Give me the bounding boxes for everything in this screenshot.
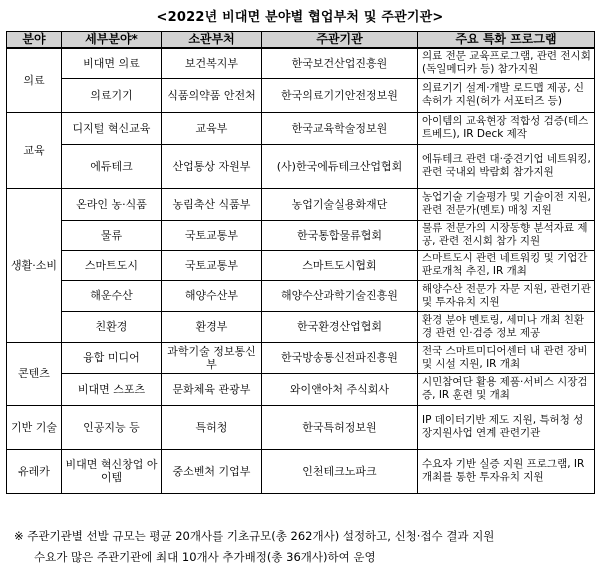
table-row: [7, 373, 595, 405]
program-cell: 농업기술 기술평가 및 기술이전 지원, 관련 전문가(멘토) 매칭 지원: [418, 188, 595, 220]
col-header-agency: 주관기관: [262, 32, 418, 49]
subfield-cell: 해운수산: [62, 280, 162, 311]
ministry-cell: 특허청: [162, 405, 262, 449]
subfield-cell: 스마트도시: [62, 250, 162, 280]
table-header-row: [7, 32, 595, 49]
agency-cell: 해양수산과학기술진흥원: [262, 280, 418, 311]
program-cell: 스마트도시 관련 네트워킹 및 기업간 판로개척 추진, IR 개최: [418, 250, 595, 280]
agency-cell: 한국특허정보원: [262, 405, 418, 449]
subfield-cell: 의료기기: [62, 78, 162, 112]
table-row: [7, 449, 595, 493]
program-cell: 의료 전문 교육프로그램, 관련 전시회(독일메디카 등) 참가지원: [418, 48, 595, 78]
footnote-line-2: 수요가 많은 주관기관에 최대 10개사 추가배정(총 36개사)하여 운영: [34, 550, 376, 564]
ministry-cell: 해양수산부: [162, 280, 262, 311]
field-cell: 콘텐츠: [7, 342, 62, 405]
table-row: [7, 112, 595, 144]
program-cell: 해양수산 전문가 자문 지원, 관련기관 및 투자유치 지원: [418, 280, 595, 311]
subfield-cell: 융합 미디어: [62, 342, 162, 373]
table-row: [7, 311, 595, 342]
field-cell: 기반 기술: [7, 405, 62, 449]
table-row: [7, 48, 595, 78]
subfield-cell: 인공지능 등: [62, 405, 162, 449]
table-row: [7, 188, 595, 220]
field-cell: 의료: [7, 48, 62, 112]
agency-cell: 인천테크노파크: [262, 449, 418, 493]
program-cell: 수요자 기반 실증 지원 프로그램, IR 개최를 통한 투자유치 지원: [418, 449, 595, 493]
ministry-cell: 교육부: [162, 112, 262, 144]
col-header-field: 분야: [7, 32, 62, 49]
subfield-cell: 디지털 혁신교육: [62, 112, 162, 144]
agency-cell: 스마트도시협회: [262, 250, 418, 280]
subfield-cell: 물류: [62, 220, 162, 250]
subfield-cell: 에듀테크: [62, 144, 162, 188]
subfield-cell: 온라인 농·식품: [62, 188, 162, 220]
ministry-cell: 문화체육 관광부: [162, 373, 262, 405]
subfield-cell: 비대면 의료: [62, 48, 162, 78]
col-header-subfield: 세부분야*: [62, 32, 162, 49]
ministry-cell: 국토교통부: [162, 250, 262, 280]
subfield-cell: 비대면 스포츠: [62, 373, 162, 405]
program-cell: 의료기기 설계·개발 로드맵 제공, 신속허가 지원(허가 서포터즈 등): [418, 78, 595, 112]
field-cell: 생활·소비: [7, 188, 62, 342]
agency-cell: (사)한국에듀테크산업협회: [262, 144, 418, 188]
footnote: [14, 526, 594, 568]
agency-cell: 한국통합물류협회: [262, 220, 418, 250]
agency-cell: 농업기술실용화재단: [262, 188, 418, 220]
ministry-cell: 과학기술 정보통신부: [162, 342, 262, 373]
program-cell: 에듀테크 관련 대·중견기업 네트워킹, 관련 국내외 박람회 참가지원: [418, 144, 595, 188]
table-row: [7, 78, 595, 112]
col-header-program: 주요 특화 프로그램: [418, 32, 595, 49]
table-row: [7, 342, 595, 373]
program-cell: 전국 스마트미디어센터 내 관련 장비 및 시설 지원, IR 개최: [418, 342, 595, 373]
agency-cell: 한국의료기기안전정보원: [262, 78, 418, 112]
ministry-cell: 식품의약품 안전처: [162, 78, 262, 112]
table-row: [7, 405, 595, 449]
partnership-table: [6, 31, 595, 494]
ministry-cell: 환경부: [162, 311, 262, 342]
field-cell: 유레카: [7, 449, 62, 493]
col-header-ministry: 소관부처: [162, 32, 262, 49]
ministry-cell: 국토교통부: [162, 220, 262, 250]
table-row: [7, 144, 595, 188]
program-cell: 시민참여단 활용 제품·서비스 시장검증, IR 훈련 및 개최: [418, 373, 595, 405]
ministry-cell: 산업통상 자원부: [162, 144, 262, 188]
ministry-cell: 농림축산 식품부: [162, 188, 262, 220]
program-cell: 환경 분야 멘토링, 세미나 개최 친환경 관련 인·검증 정보 제공: [418, 311, 595, 342]
agency-cell: 한국환경산업협회: [262, 311, 418, 342]
subfield-cell: 친환경: [62, 311, 162, 342]
document-title: <2022년 비대면 분야별 협업부처 및 주관기관>: [156, 10, 444, 25]
program-cell: IP 데이터기반 제도 지원, 특허청 성장지원사업 연계 관련기관: [418, 405, 595, 449]
agency-cell: 한국방송통신전파진흥원: [262, 342, 418, 373]
table-row: [7, 250, 595, 280]
agency-cell: 한국보건산업진흥원: [262, 48, 418, 78]
agency-cell: 와이앤아처 주식회사: [262, 373, 418, 405]
program-cell: 물류 전문가의 시장동향 분석자료 제공, 관련 전시회 참가 지원: [418, 220, 595, 250]
ministry-cell: 중소벤처 기업부: [162, 449, 262, 493]
ministry-cell: 보건복지부: [162, 48, 262, 78]
table-row: [7, 220, 595, 250]
program-cell: 아이템의 교육현장 적합성 검증(테스트베드), IR Deck 제작: [418, 112, 595, 144]
agency-cell: 한국교육학술정보원: [262, 112, 418, 144]
subfield-cell: 비대면 혁신창업 아이템: [62, 449, 162, 493]
footnote-line-1: ※ 주관기관별 선발 규모는 평균 20개사를 기초규모(총 262개사) 설정하고, 신청·접수 결과 지원: [14, 529, 495, 543]
field-cell: 교육: [7, 112, 62, 188]
table-row: [7, 280, 595, 311]
